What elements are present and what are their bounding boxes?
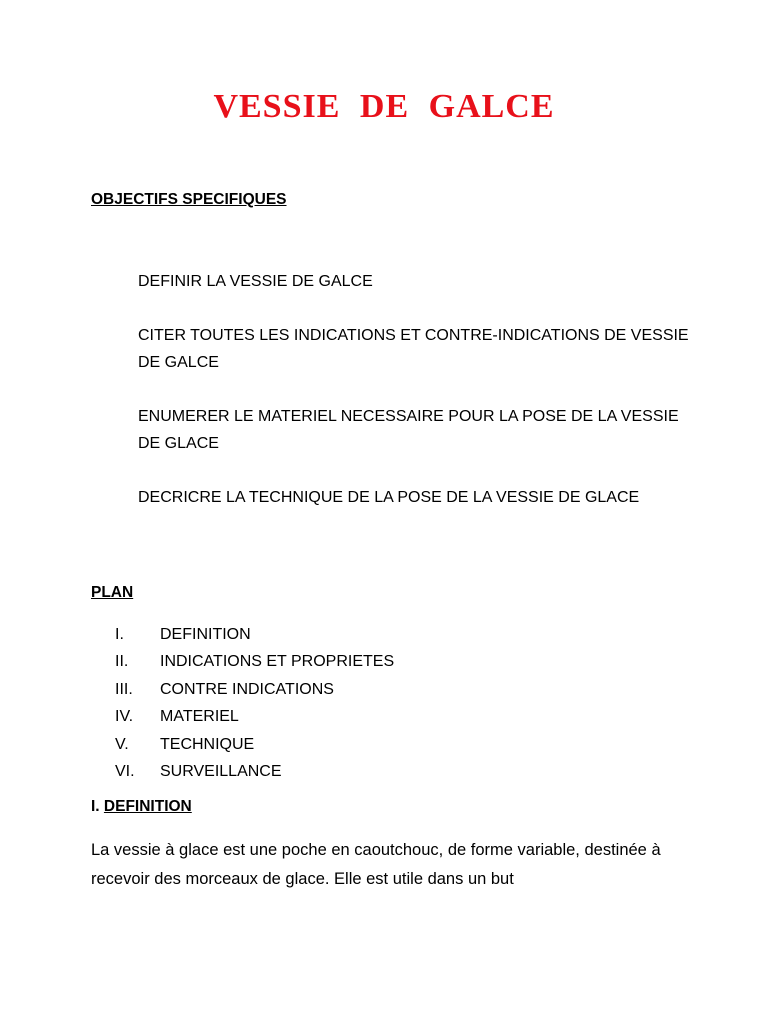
plan-item-label: CONTRE INDICATIONS xyxy=(160,680,334,698)
plan-item xyxy=(91,758,394,785)
plan-item-label: MATERIEL xyxy=(160,708,239,726)
definition-heading-label: DEFINITION xyxy=(103,798,192,815)
objective-item: CITER TOUTES LES INDICATIONS ET CONTRE-INDICATIONS DE VESSIE DE GALCE xyxy=(138,327,689,371)
plan-item xyxy=(91,621,394,648)
definition-number: I. xyxy=(91,798,104,815)
plan-item-number: V. xyxy=(115,735,129,753)
plan-item-number: III. xyxy=(115,680,133,698)
plan-item xyxy=(91,703,394,730)
plan-item xyxy=(91,731,394,758)
plan-item-number: VI. xyxy=(115,762,135,780)
plan-item-label: DEFINITION xyxy=(160,626,251,643)
plan-item-number: IV. xyxy=(115,708,134,726)
plan-item xyxy=(91,648,394,675)
plan-heading: PLAN xyxy=(91,584,134,601)
plan-item-label: TECHNIQUE xyxy=(160,735,255,753)
plan-item-number: I. xyxy=(115,626,124,643)
plan-item-label: SURVEILLANCE xyxy=(160,762,282,780)
plan-list xyxy=(91,621,394,785)
objectives-heading: OBJECTIFS SPECIFIQUES xyxy=(91,191,287,208)
definition-heading xyxy=(91,798,192,816)
plan-item-number: II. xyxy=(115,653,129,671)
objectives-list xyxy=(138,268,698,538)
objective-item: DECRICRE LA TECHNIQUE DE LA POSE DE LA VESSIE DE GLACE xyxy=(138,489,640,506)
plan-item-label: INDICATIONS ET PROPRIETES xyxy=(160,653,395,671)
objective-item: ENUMERER LE MATERIEL NECESSAIRE POUR LA POSE DE LA VESSIE DE GLACE xyxy=(138,408,679,452)
definition-paragraph: La vessie à glace est une poche en caoutchouc, de forme variable, destinée à recevoir des morceaux de glace. Elle est utile dans un but xyxy=(91,841,661,888)
plan-item xyxy=(91,676,394,703)
document-title: VESSIE DE GALCE xyxy=(213,88,555,125)
objective-item: DEFINIR LA VESSIE DE GALCE xyxy=(138,273,373,290)
